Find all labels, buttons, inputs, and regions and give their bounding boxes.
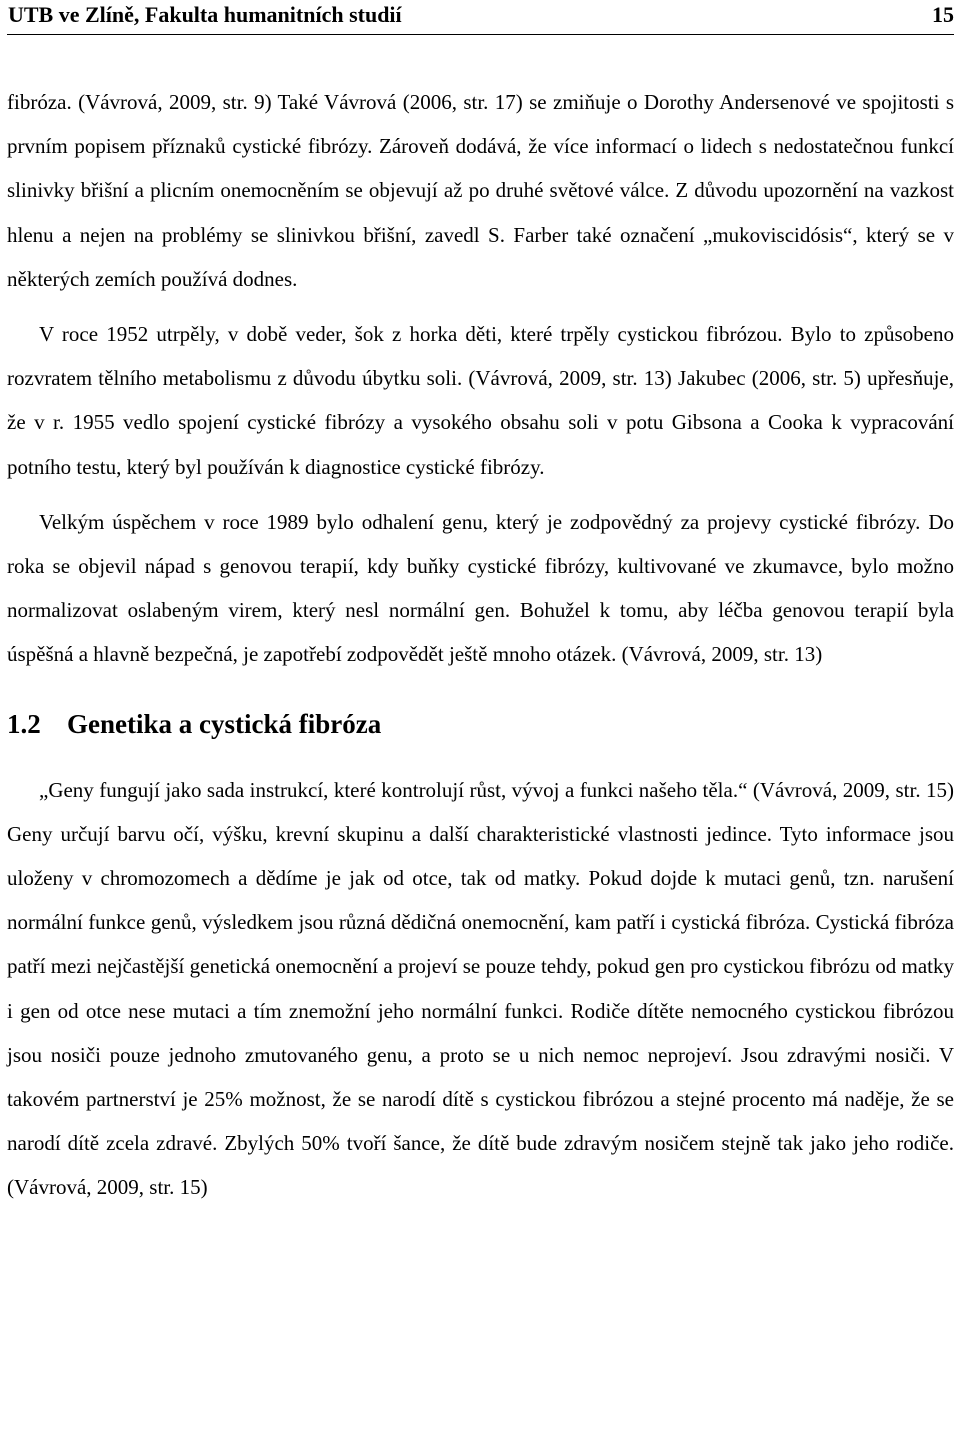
- section-number: 1.2: [7, 708, 41, 739]
- paragraph: fibróza. (Vávrová, 2009, str. 9) Také Vávrová (2006, str. 17) se zmiňuje o Dorothy Andersenové ve spojitosti s prvním popisem příznaků cystické fibrózy. Zároveň dodává, že více informací o lidech s nedostatečnou funkcí slinivky břišní a plicním onemocněním se objevují až po druhé světové válce. Z důvodu upozornění na vazkost hlenu a nejen na problémy se slinivkou břišní, zavedl S. Farber také označení „mukoviscidósis“, který se v některých zemích používá dodnes.: [7, 90, 954, 291]
- header-title: UTB ve Zlíně, Fakulta humanitních studií: [8, 2, 402, 27]
- paragraph: V roce 1952 utrpěly, v době veder, šok z horka děti, které trpěly cystickou fibrózou. Bylo to způsobeno rozvratem tělního metabolismu z důvodu úbytku soli. (Vávrová, 2009, str. 13) Jakubec (2006, str. 5) upřesňuje, že v r. 1955 vedlo spojení cystické fibrózy a vysokého obsahu soli v potu Gibsona a Cooka k vypracování potního testu, který byl používán k diagnostice cystické fibrózy.: [7, 322, 954, 479]
- paragraph: „Geny fungují jako sada instrukcí, které kontrolují růst, vývoj a funkci našeho těla.“ (Vávrová, 2009, str. 15) Geny určují barvu očí, výšku, krevní skupinu a další charakteristické vlastnosti jedince. Tyto informace jsou uloženy v chromozomech a dědíme je jak od otce, tak od matky. Pokud dojde k mutaci genů, tzn. narušení normální funkce genů, výsledkem jsou různá dědičná onemocnění, kam patří i cystická fibróza. Cystická fibróza patří mezi nejčastější genetická onemocnění a projeví se pouze tehdy, pokud gen pro cystickou fibrózu od matky i gen od otce nese mutaci a tím znemožní jeho normální funkci. Rodiče dítěte nemocného cystickou fibrózou jsou nosiči pouze jednoho zmutovaného genu, a proto se u nich nemoc neprojeví. Jsou zdravými nosiči. V takovém partnerství je 25% možnost, že se narodí dítě s cystickou fibrózou a stejné procento má naděje, že se narodí dítě zcela zdravé. Zbylých 50% tvoří šance, že dítě bude zdravým nosičem stejně tak jako jeho rodiče. (Vávrová, 2009, str. 15): [7, 777, 954, 1200]
- section-title: Genetika a cystická fibróza: [67, 708, 382, 739]
- page-number: 15: [932, 2, 954, 27]
- running-header: [7, 0, 954, 35]
- paragraph: Velkým úspěchem v roce 1989 bylo odhalení genu, který je zodpovědný za projevy cystické fibrózy. Do roka se objevil nápad s genovou terapií, kdy buňky cystické fibrózy, kultivované ve zkumavce, bylo možno normalizovat oslabeným virem, který nesl normální gen. Bohužel k tomu, aby léčba genovou terapií byla úspěšná a hlavně bezpečná, je zapotřebí zodpovědět ještě mnoho otázek. (Vávrová, 2009, str. 13): [7, 509, 954, 667]
- document-page: [7, 0, 954, 1210]
- section-heading: [7, 707, 954, 741]
